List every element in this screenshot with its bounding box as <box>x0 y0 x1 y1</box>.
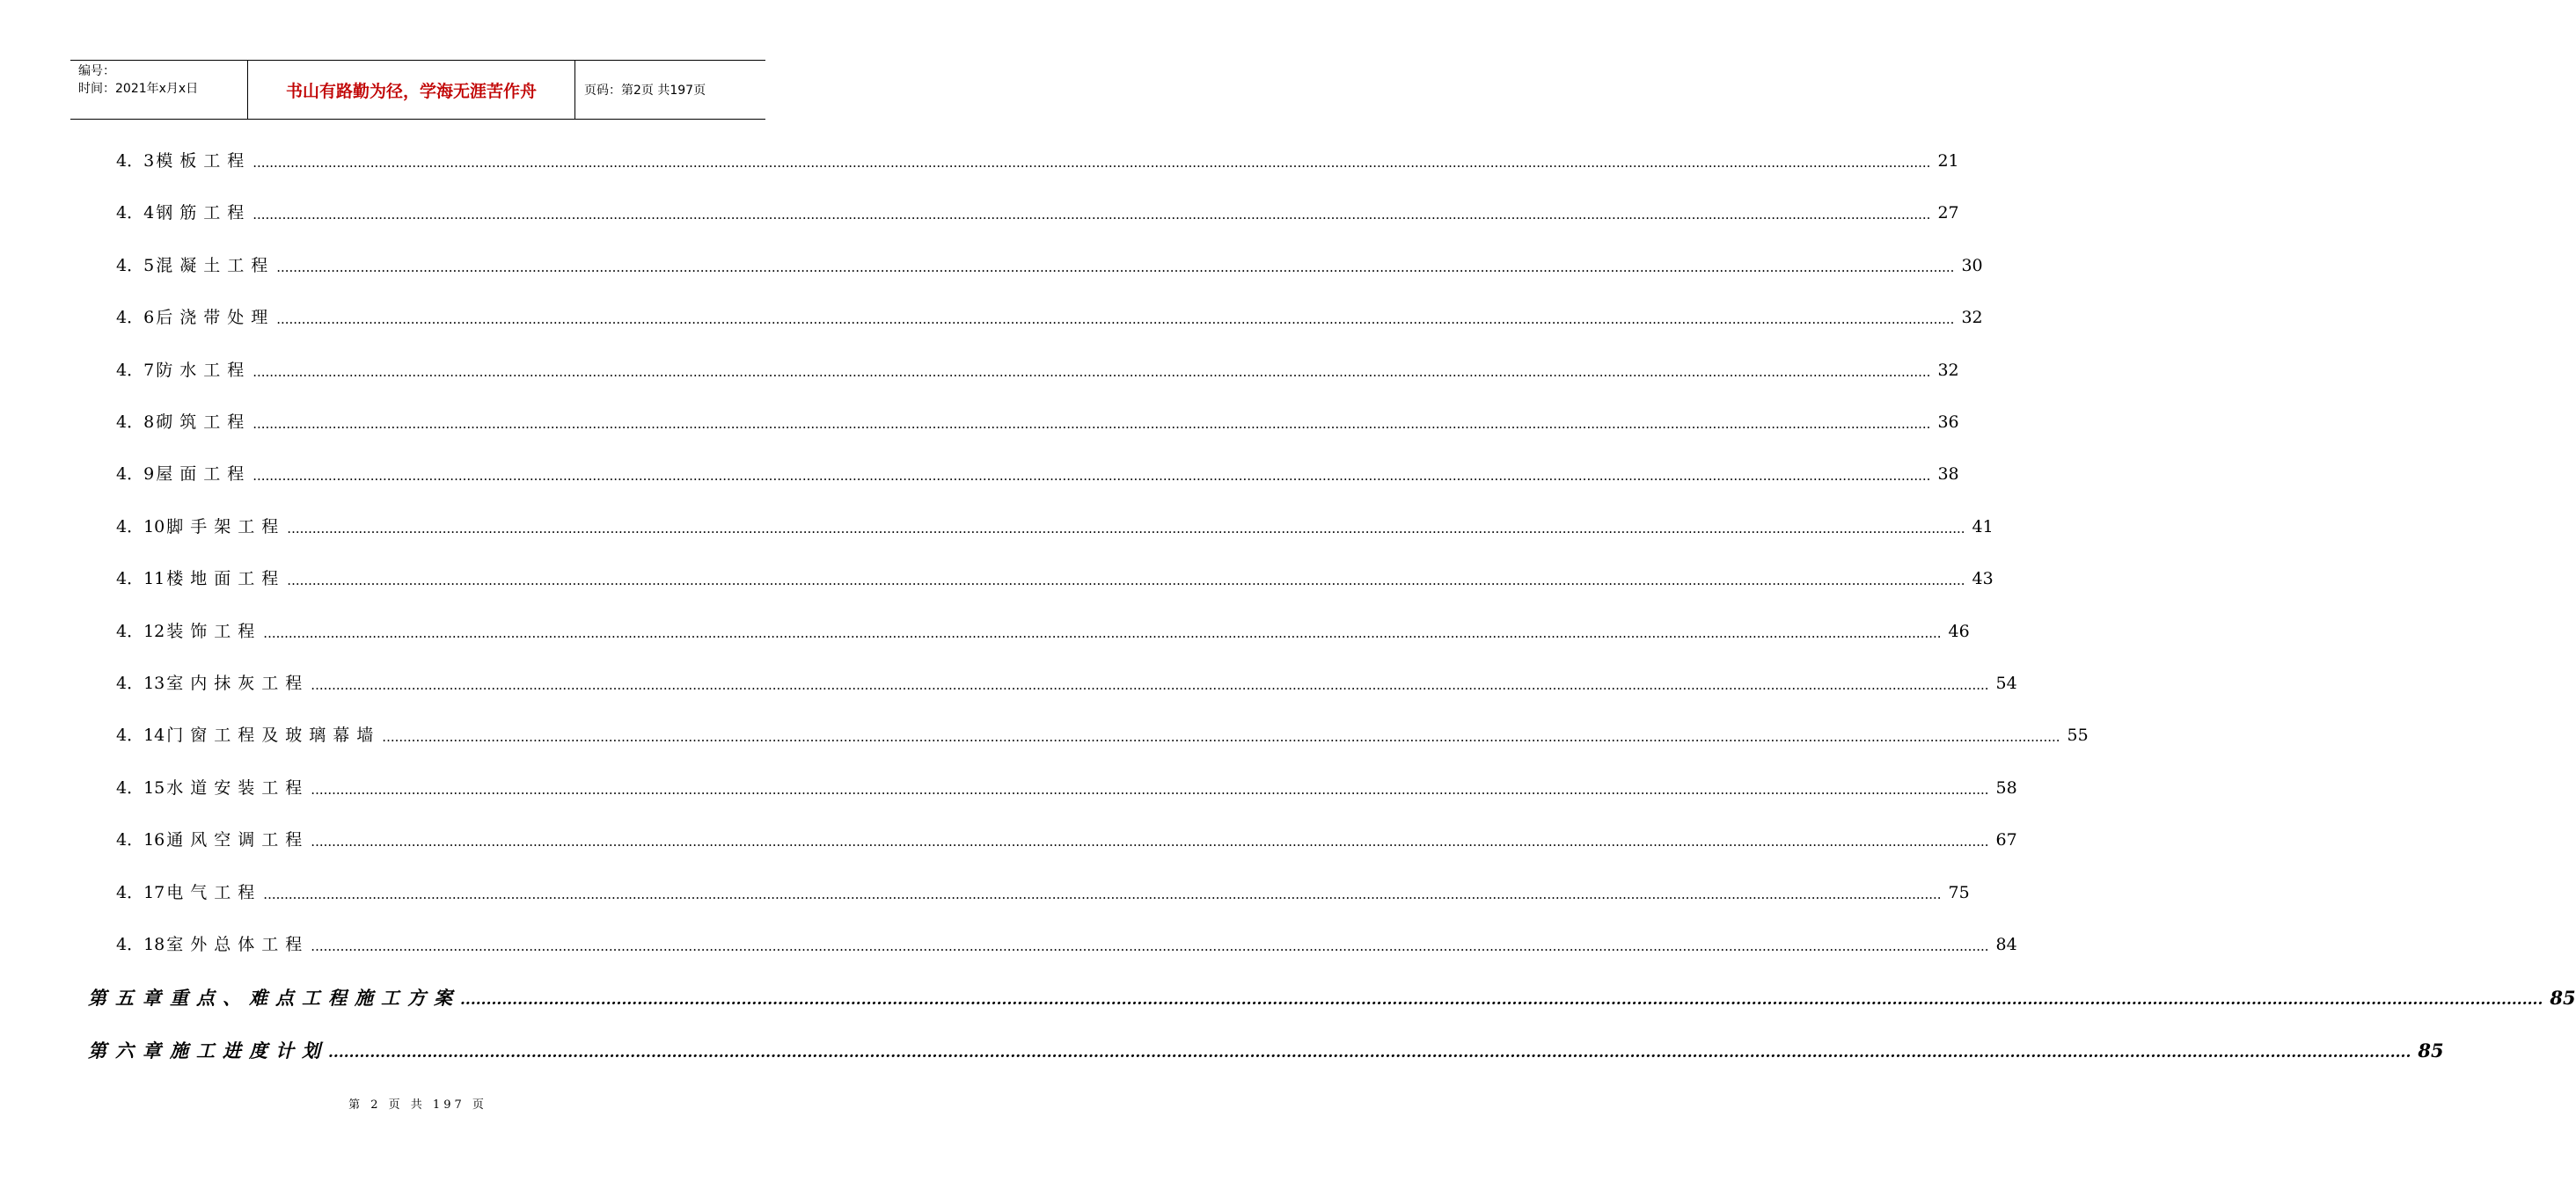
toc-leader: ................................................................................................................................................................................................................................................................................................................................................................................................................ <box>252 207 1931 223</box>
toc-chapter[interactable] <box>88 1038 2444 1064</box>
toc-entry-page: 38 <box>1937 464 1959 485</box>
toc-leader: ................................................................................................................................................................................................................................................................................................................................................................................................................ <box>263 624 1942 641</box>
toc-entry-subnumber: 10 <box>143 516 165 536</box>
toc-entry[interactable] <box>116 305 1983 330</box>
toc-chapter-label: 第六章 <box>88 1040 170 1062</box>
toc-leader: ................................................................................................................................................................................................................................................................................................................................................................................................................ <box>252 416 1931 432</box>
toc-entry[interactable] <box>116 776 2017 800</box>
toc-entry[interactable] <box>116 201 1959 225</box>
toc-leader: ................................................................................................................................................................................................................................................................................................................................................................................................................ <box>311 677 1989 693</box>
toc-entry-title <box>143 828 309 852</box>
toc-entry[interactable] <box>116 671 2017 696</box>
toc-entry-text: 钢筋工程 <box>156 203 252 223</box>
toc-entry-text: 屋面工程 <box>156 464 252 485</box>
toc-entry-page: 36 <box>1937 412 1959 432</box>
toc-entry-subnumber: 4 <box>143 203 155 223</box>
toc-entry-page: 58 <box>1995 777 2017 798</box>
toc-entry[interactable] <box>116 932 2017 957</box>
toc-leader: ................................................................................................................................................................................................................................................................................................................................................................................................................ <box>311 938 1989 954</box>
toc-entry-title <box>143 880 261 905</box>
toc-entry-page: 75 <box>1948 882 1970 902</box>
toc-entry-subnumber: 13 <box>143 674 165 693</box>
toc-entry-number: 4． <box>116 360 144 380</box>
toc-entry[interactable] <box>116 619 1970 644</box>
toc-entry-page: 55 <box>2067 726 2089 746</box>
toc-entry-number: 4． <box>116 412 144 432</box>
header-page-info: 页码：第2页 共197页 <box>584 84 706 98</box>
toc-entry-text: 后浇带处理 <box>156 308 275 328</box>
toc-entry-subnumber: 14 <box>143 726 165 746</box>
toc-entry[interactable] <box>116 358 1959 383</box>
toc-leader: ................................................................................................................................................................................................................................................................................................................................................................................................................ <box>311 834 1989 850</box>
toc-entry-number: 4． <box>116 203 144 223</box>
toc-leader: ................................................................................................................................................................................................................................................................................................................................................................................................................ <box>252 468 1931 485</box>
toc-entry-page: 67 <box>1995 830 2017 850</box>
time-label: 时间：2021年x月x日 <box>78 82 199 96</box>
toc-entry-text: 砌筑工程 <box>156 412 252 432</box>
toc-entry-subnumber: 17 <box>143 882 165 902</box>
toc-chapter-label: 第五章 <box>88 987 170 1009</box>
toc-entry-title <box>143 619 261 644</box>
toc-entry-number: 4． <box>116 726 144 746</box>
toc-entry-page: 46 <box>1948 621 1970 641</box>
toc-entry-page: 84 <box>1995 935 2017 954</box>
toc-entry-text: 通风空调工程 <box>166 830 310 850</box>
toc-leader: ................................................................................................................................................................................................................................................................................................................................................................................................................ <box>328 1044 2411 1062</box>
toc-entry[interactable] <box>116 566 1994 591</box>
toc-entry-text: 楼地面工程 <box>166 569 286 589</box>
toc-entry-subnumber: 7 <box>143 360 155 380</box>
toc-entry-title <box>143 358 251 383</box>
toc-entry-number: 4． <box>116 308 144 328</box>
toc-entry-text: 电气工程 <box>166 882 262 902</box>
toc-entry-title <box>143 776 309 800</box>
toc-entry-title <box>143 514 285 539</box>
toc-entry-text: 装饰工程 <box>166 621 262 641</box>
toc-chapter-title: 重点、难点工程施工方案 <box>170 987 460 1009</box>
toc-entry[interactable] <box>116 723 2089 748</box>
toc-entry[interactable] <box>116 880 1970 905</box>
toc-entry[interactable] <box>116 514 1994 539</box>
toc-chapter-title: 施工进度计划 <box>170 1040 328 1062</box>
toc-entry-subnumber: 12 <box>143 621 165 641</box>
toc-entry-number: 4． <box>116 516 144 536</box>
toc-entry-text: 室内抹灰工程 <box>166 674 310 693</box>
toc-entry-subnumber: 6 <box>143 308 155 328</box>
toc-entry-subnumber: 9 <box>143 464 155 485</box>
toc-entry-page: 32 <box>1937 360 1959 380</box>
toc-leader: ................................................................................................................................................................................................................................................................................................................................................................................................................ <box>252 155 1931 171</box>
toc-entry-title <box>143 149 251 173</box>
toc-entry[interactable] <box>116 828 2017 852</box>
toc-entry-subnumber: 15 <box>143 777 165 798</box>
toc-entry-subnumber: 8 <box>143 412 155 432</box>
page-footer: 第 2 页 共 197 页 <box>348 1098 487 1112</box>
toc-entry-text: 脚手架工程 <box>166 516 286 536</box>
toc-entry-subnumber: 18 <box>143 935 165 954</box>
toc-entry-title <box>143 566 285 591</box>
toc-entry-title <box>143 305 274 330</box>
toc-entry-title <box>143 201 251 225</box>
toc-entry-subnumber: 16 <box>143 830 165 850</box>
toc-entry-subnumber: 11 <box>143 569 165 589</box>
toc-entry-title <box>143 253 274 278</box>
toc-entry[interactable] <box>116 149 1959 173</box>
toc-leader: ................................................................................................................................................................................................................................................................................................................................................................................................................ <box>287 573 1965 589</box>
toc-leader: ................................................................................................................................................................................................................................................................................................................................................................................................................ <box>263 886 1942 902</box>
toc-entry-text: 模板工程 <box>156 151 252 171</box>
toc-entry-number: 4． <box>116 464 144 485</box>
toc-entry-text: 防水工程 <box>156 360 252 380</box>
toc-entry-page: 41 <box>1972 516 1994 536</box>
toc-entry-page: 21 <box>1937 151 1959 171</box>
toc-entry-title <box>143 671 309 696</box>
toc-entry-number: 4． <box>116 935 144 954</box>
toc-leader: ................................................................................................................................................................................................................................................................................................................................................................................................................ <box>311 781 1989 798</box>
header-meta <box>70 61 248 119</box>
toc-leader: ................................................................................................................................................................................................................................................................................................................................................................................................................ <box>252 363 1931 380</box>
toc-entry-number: 4． <box>116 830 144 850</box>
toc-entry-page: 27 <box>1937 203 1959 223</box>
toc-leader: ................................................................................................................................................................................................................................................................................................................................................................................................................ <box>276 259 1955 275</box>
toc-entry-page: 43 <box>1972 569 1994 589</box>
toc-leader: ................................................................................................................................................................................................................................................................................................................................................................................................................ <box>276 311 1955 328</box>
toc-entry-subnumber: 3 <box>143 151 155 171</box>
toc-entry-title <box>143 462 251 486</box>
toc-entry-page: 54 <box>1995 674 2017 693</box>
toc-entry-text: 混凝土工程 <box>156 255 275 275</box>
toc-leader: ................................................................................................................................................................................................................................................................................................................................................................................................................ <box>382 729 2060 746</box>
toc-entry-page: 32 <box>1961 308 1983 328</box>
header-motto: 书山有路勤为径，学海无涯苦作舟 <box>248 61 575 119</box>
toc-leader: ................................................................................................................................................................................................................................................................................................................................................................................................................ <box>460 991 2543 1009</box>
toc-entry-number: 4． <box>116 882 144 902</box>
toc-entry-number: 4． <box>116 151 144 171</box>
toc-entry-subnumber: 5 <box>143 255 155 275</box>
toc-entry-number: 4． <box>116 674 144 693</box>
toc-entry[interactable] <box>116 410 1959 434</box>
toc-entry[interactable] <box>116 253 1983 278</box>
toc-entry-number: 4． <box>116 777 144 798</box>
toc-leader: ................................................................................................................................................................................................................................................................................................................................................................................................................ <box>287 520 1965 536</box>
toc-chapter-page: 85 <box>2550 987 2576 1009</box>
toc-entry-title <box>143 932 309 957</box>
toc-entry-number: 4． <box>116 569 144 589</box>
toc-entry-text: 水道安装工程 <box>166 777 310 798</box>
toc-chapter[interactable] <box>88 985 2576 1011</box>
toc-entry-text: 室外总体工程 <box>166 935 310 954</box>
toc-entry[interactable] <box>116 462 1959 486</box>
page-header <box>70 60 765 120</box>
toc-chapter-page: 85 <box>2418 1040 2444 1062</box>
toc-entry-title <box>143 410 251 434</box>
toc-entry-number: 4． <box>116 255 144 275</box>
code-label: 编号： <box>78 64 115 78</box>
toc-entry-page: 30 <box>1961 255 1983 275</box>
toc-entry-title <box>143 723 380 748</box>
toc-entry-text: 门窗工程及玻璃幕墙 <box>166 726 381 746</box>
toc-entry-number: 4． <box>116 621 144 641</box>
